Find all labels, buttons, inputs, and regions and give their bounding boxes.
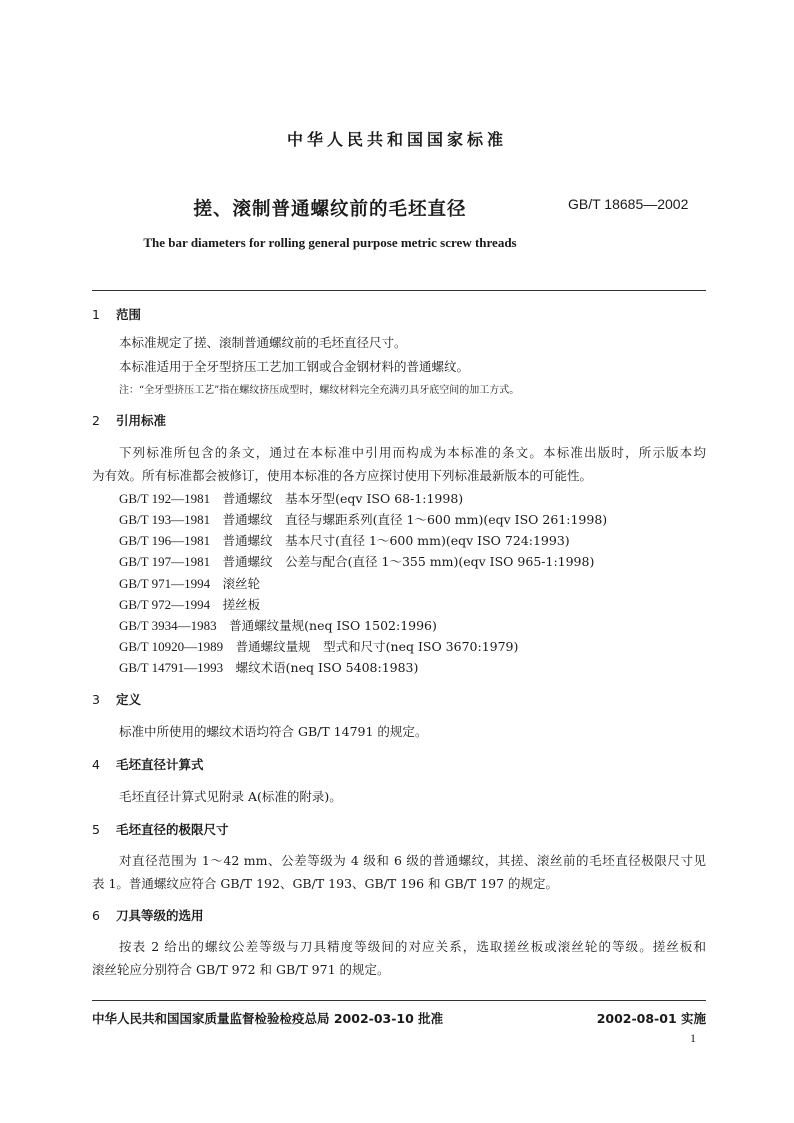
section-title: 刀具等级的选用	[116, 908, 204, 923]
reference-code: GB/T 972—1994	[119, 597, 211, 612]
section-number: 2	[92, 413, 100, 428]
reference-item	[119, 552, 594, 570]
reference-item	[119, 531, 570, 549]
section-6-paragraph-line: 按表 2 给出的螺纹公差等级与刀具精度等级间的对应关系，选取搓丝板或滚丝轮的等级。搓丝板和	[119, 939, 706, 954]
section-title: 毛坯直径计算式	[116, 757, 204, 772]
reference-code: GB/T 193—1981	[119, 512, 211, 527]
section-4-heading	[92, 755, 204, 773]
section-title: 毛坯直径的极限尺寸	[116, 822, 229, 837]
section-6-heading	[92, 906, 204, 924]
reference-item	[119, 595, 260, 613]
reference-code: GB/T 196—1981	[119, 533, 211, 548]
section-number: 6	[92, 908, 100, 923]
section-number: 1	[92, 307, 100, 322]
document-title: 搓、滚制普通螺纹前的毛坯直径	[193, 199, 467, 220]
reference-title: 普通螺纹量规 型式和尺寸(neq ISO 3670:1979)	[235, 639, 519, 654]
reference-title: 滚丝轮	[222, 576, 261, 591]
header-divider	[92, 290, 706, 291]
reference-code: GB/T 971—1994	[119, 576, 211, 591]
reference-item	[119, 637, 518, 655]
reference-title: 普通螺纹 基本尺寸(直径 1～600 mm)(eqv ISO 724:1993)	[222, 533, 570, 548]
reference-title: 普通螺纹 公差与配合(直径 1～355 mm)(eqv ISO 965-1:1998)	[222, 554, 595, 569]
reference-code: GB/T 192—1981	[119, 491, 211, 506]
approval-line: 中华人民共和国国家质量监督检验检疫总局 2002-03-10 批准	[92, 1011, 444, 1026]
footer-divider	[92, 1000, 706, 1001]
page-number: 1	[690, 1031, 696, 1045]
reference-item	[119, 658, 418, 676]
section-2-paragraph-line: 为有效。所有标准都会被修订，使用本标准的各方应探讨使用下列标准最新版本的可能性。	[92, 468, 593, 483]
reference-title: 普通螺纹量规(neq ISO 1502:1996)	[229, 618, 437, 633]
section-4-paragraph: 毛坯直径计算式见附录 A(标准的附录)。	[119, 789, 342, 804]
section-number: 3	[92, 692, 100, 707]
reference-code: GB/T 197—1981	[119, 554, 211, 569]
section-5-paragraph-line: 对直径范围为 1～42 mm、公差等级为 4 级和 6 级的普通螺纹，其搓、滚丝前的毛坯直径极限尺寸见	[119, 853, 706, 868]
section-number: 5	[92, 822, 100, 837]
section-2-paragraph-line: 下列标准所包含的条文，通过在本标准中引用而构成为本标准的条文。本标准出版时，所示版本均	[119, 445, 706, 460]
section-title: 定义	[116, 692, 142, 707]
section-3-heading	[92, 690, 141, 708]
reference-item	[119, 510, 607, 528]
reference-code: GB/T 10920—1989	[119, 639, 224, 654]
reference-code: GB/T 14791—1993	[119, 660, 224, 675]
document-org: 中华人民共和国国家标准	[286, 130, 507, 149]
section-5-heading	[92, 820, 229, 838]
standard-number: GB/T 18685—2002	[568, 196, 689, 212]
section-1-note: 注：“全牙型挤压工艺”指在螺纹挤压成型时，螺纹材料完全充满刃具牙底空间的加工方式。	[119, 385, 520, 396]
english-title: The bar diameters for rolling general purpose metric screw threads	[143, 235, 517, 250]
section-5-paragraph-line: 表 1。普通螺纹应符合 GB/T 192、GB/T 193、GB/T 196 和 GB/T 197 的规定。	[92, 876, 559, 891]
reference-title: 搓丝板	[222, 597, 261, 612]
implementation-date: 2002-08-01 实施	[596, 1011, 706, 1026]
reference-title: 普通螺纹 基本牙型(eqv ISO 68-1:1998)	[222, 491, 464, 506]
section-number: 4	[92, 757, 100, 772]
reference-title: 普通螺纹 直径与螺距系列(直径 1～600 mm)(eqv ISO 261:1998)	[222, 512, 608, 527]
section-6-paragraph-line: 滚丝轮应分别符合 GB/T 972 和 GB/T 971 的规定。	[92, 962, 390, 977]
section-title: 范围	[116, 307, 142, 322]
reference-title: 螺纹术语(neq ISO 5408:1983)	[235, 660, 419, 675]
reference-item	[119, 489, 463, 507]
section-2-heading	[92, 411, 166, 429]
section-1-paragraph: 本标准适用于全牙型挤压工艺加工钢或合金钢材料的普通螺纹。	[119, 359, 470, 374]
section-1-heading	[92, 305, 141, 323]
reference-code: GB/T 3934—1983	[119, 618, 217, 633]
section-title: 引用标准	[116, 413, 167, 428]
reference-item	[119, 574, 260, 592]
section-1-paragraph: 本标准规定了搓、滚制普通螺纹前的毛坯直径尺寸。	[119, 335, 407, 350]
section-3-paragraph: 标准中所使用的螺纹术语均符合 GB/T 14791 的规定。	[119, 724, 428, 739]
reference-item	[119, 616, 437, 634]
